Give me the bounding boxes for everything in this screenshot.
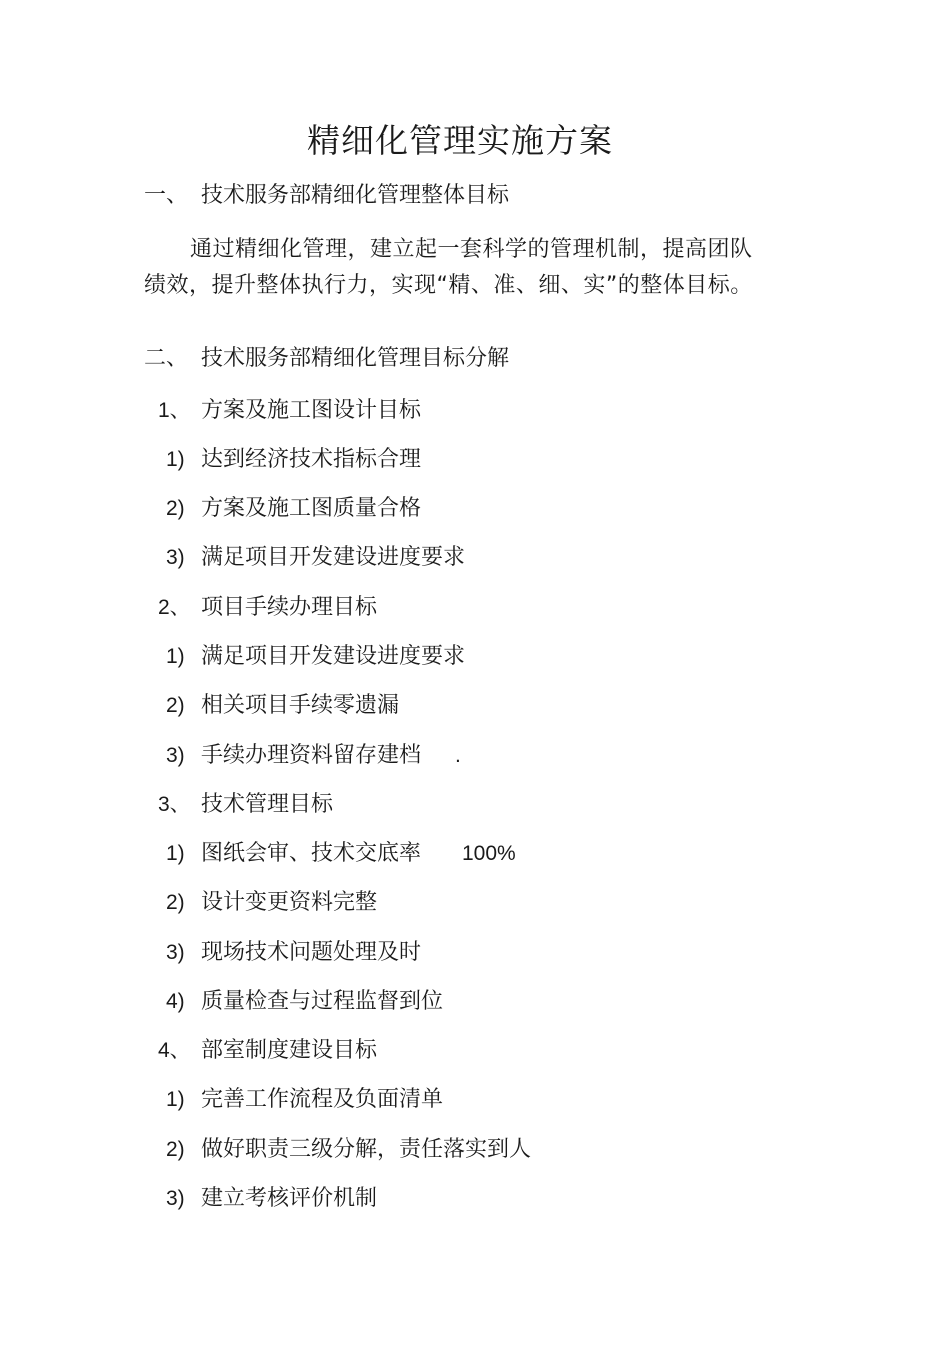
group-4-marker: 4、 <box>158 1039 191 1062</box>
list-item-text: 手续办理资料留存建档 <box>201 743 422 768</box>
group-2-marker: 2、 <box>158 596 191 619</box>
list-item-marker: 2) <box>166 1138 185 1161</box>
list-item-marker: 3) <box>166 546 185 569</box>
list-item-marker: 1) <box>166 448 185 471</box>
list-item-text: 做好职责三级分解，责任落实到人 <box>201 1137 532 1162</box>
document-title: 精细化管理实施方案 <box>307 121 613 160</box>
group-1-marker: 1、 <box>158 399 191 422</box>
list-item-marker: 1) <box>166 645 185 668</box>
group-2-heading: 项目手续办理目标 <box>201 595 378 620</box>
list-item-marker: 3) <box>166 744 185 767</box>
list-item-text: 相关项目手续零遗漏 <box>201 693 400 718</box>
list-item-text: 现场技术问题处理及时 <box>201 940 422 965</box>
list-item-marker: 4) <box>166 990 185 1013</box>
list-item-marker: 2) <box>166 891 185 914</box>
list-item-marker: 1) <box>166 842 185 865</box>
list-item-text: 完善工作流程及负面清单 <box>201 1087 444 1112</box>
list-item-marker: 2) <box>166 497 185 520</box>
list-item-text: 方案及施工图质量合格 <box>201 496 422 521</box>
list-item-text: 设计变更资料完整 <box>201 890 378 915</box>
section-2-marker: 二、 <box>144 346 189 371</box>
list-item-text: 满足项目开发建设进度要求 <box>201 545 466 570</box>
group-3-marker: 3、 <box>158 793 191 816</box>
section-2-heading: 技术服务部精细化管理目标分解 <box>201 346 510 371</box>
section-1-paragraph: 通过精细化管理，建立起一套科学的管理机制，提高团队绩效，提升整体执行力，实现“精、准、细、实”的整体目标。 <box>144 237 753 298</box>
list-item-suffix: 100% <box>462 842 516 865</box>
group-4-heading: 部室制度建设目标 <box>201 1038 378 1063</box>
list-item-text: 质量检查与过程监督到位 <box>201 989 444 1014</box>
list-item-marker: 3) <box>166 941 185 964</box>
section-1-marker: 一、 <box>144 183 189 208</box>
list-item-text: 满足项目开发建设进度要求 <box>201 644 466 669</box>
list-item-text: 建立考核评价机制 <box>201 1186 378 1211</box>
group-3-heading: 技术管理目标 <box>201 792 334 817</box>
group-1-heading: 方案及施工图设计目标 <box>201 398 422 423</box>
list-item-marker: 2) <box>166 694 185 717</box>
list-item-marker: 3) <box>166 1187 185 1210</box>
section-1-heading: 技术服务部精细化管理整体目标 <box>201 183 510 208</box>
list-item-text: 图纸会审、技术交底率 <box>201 841 422 866</box>
list-item-text: 达到经济技术指标合理 <box>201 447 422 472</box>
list-item-suffix: . <box>455 744 461 767</box>
list-item-marker: 1) <box>166 1088 185 1111</box>
